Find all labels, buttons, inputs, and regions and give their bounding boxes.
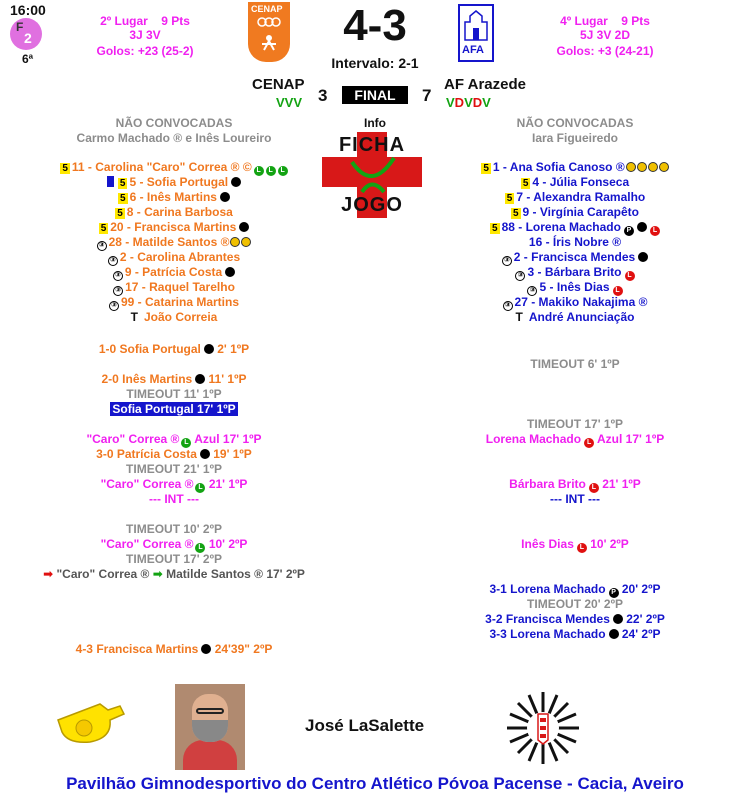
red-card-icon: L (650, 226, 660, 236)
green-card-icon: L (181, 438, 191, 448)
info-label[interactable]: Info (364, 116, 386, 130)
goal-ball-icon (609, 629, 619, 639)
referee-photo (175, 684, 245, 770)
home-event-goal: 2-0 Inês Martins 11' 1ºP (101, 372, 247, 386)
green-card-icon: L (278, 166, 288, 176)
away-event-card: Inês Dias L 10' 2ºP (521, 537, 629, 551)
away-event-timeout: TIMEOUT 6' 1ºP (530, 357, 620, 371)
home-event-timeout: TIMEOUT 11' 1ºP (126, 387, 222, 401)
home-event-card: "Caro" Correa ® L 10' 2ºP (100, 537, 248, 551)
yellow-card-icon (230, 237, 240, 247)
home-player[interactable]: ③ 28 - Matilde Santos ® (0, 235, 348, 251)
goal-ball-icon (239, 222, 249, 232)
red-card-icon: L (613, 286, 623, 296)
home-player[interactable]: 5 5 - Sofia Portugal (0, 175, 348, 190)
yellow-card-icon (659, 162, 669, 172)
round-badge (10, 18, 42, 50)
home-player[interactable]: ③ 17 - Raquel Tarelho (0, 280, 348, 296)
goal-ball-icon (225, 267, 235, 277)
green-card-icon: L (254, 166, 264, 176)
red-card-icon: L (584, 438, 594, 448)
home-event-card: "Caro" Correa ® L Azul 17' 1ºP (86, 432, 262, 446)
home-standing: 2º Lugar 9 Pts (100, 14, 190, 28)
home-score: 3 (318, 86, 328, 105)
home-player[interactable]: ③ 9 - Patrícia Costa (0, 265, 348, 281)
away-event-goal: 3-2 Francisca Mendes 22' 2ºP (485, 612, 665, 626)
penalty-icon: P (624, 226, 634, 236)
red-card-icon: L (577, 543, 587, 553)
goal-ball-icon (220, 192, 230, 202)
away-event-timeout: TIMEOUT 17' 1ºP (527, 417, 623, 431)
away-player[interactable]: ③ 3 - Bárbara Brito L (400, 265, 750, 281)
home-event-card: "Caro" Correa ® L 21' 1ºP (100, 477, 248, 491)
ficha-label: FICHA (338, 134, 406, 156)
home-record: 3J 3V (129, 28, 161, 42)
away-player[interactable]: ③ 5 - Inês Dias L (400, 280, 750, 296)
green-card-icon: L (195, 543, 205, 553)
round-number: 2 (24, 30, 32, 46)
away-event-goal: 3-1 Lorena Machado P 20' 2ºP (489, 582, 661, 596)
round-position: 6ª (22, 52, 34, 66)
home-player[interactable]: 5 8 - Carina Barbosa (117, 205, 233, 219)
red-card-icon: L (625, 271, 635, 281)
home-player[interactable]: 5 6 - Inês Martins (0, 190, 348, 205)
away-player[interactable]: 5 88 - Lorena Machado P L (400, 220, 750, 236)
away-absent-names: Iara Figueiredo (531, 131, 619, 145)
home-event-timeout: TIMEOUT 17' 2ºP (126, 552, 222, 566)
home-player[interactable]: ③ 2 - Carolina Abrantes (0, 250, 348, 266)
home-event-interval: --- INT --- (149, 492, 199, 506)
goal-ball-icon (638, 252, 648, 262)
away-player[interactable]: 5 7 - Alexandra Ramalho (506, 190, 646, 204)
whistle-icon (50, 698, 130, 748)
home-event-timeout: TIMEOUT 21' 1ºP (126, 462, 222, 476)
home-event-timeout: TIMEOUT 10' 2ºP (126, 522, 222, 536)
away-event-timeout: TIMEOUT 20' 2ºP (527, 597, 623, 611)
yellow-card-icon (241, 237, 251, 247)
goal-ball-icon (200, 449, 210, 459)
away-team-name[interactable]: AF Arazede (444, 76, 526, 93)
away-event-interval: --- INT --- (550, 492, 600, 506)
castle-icon (462, 8, 490, 42)
yellow-card-icon (648, 162, 658, 172)
home-player[interactable]: ③ 99 - Catarina Martins (0, 295, 348, 311)
match-status-badge: FINAL (342, 86, 408, 104)
olympic-rings-icon (254, 16, 284, 56)
goal-ball-icon (637, 222, 647, 232)
away-score: 7 (422, 86, 432, 105)
home-player[interactable]: 5 11 - Carolina "Caro" Correa ® © L L L (0, 160, 348, 176)
home-form: VVV (276, 95, 303, 110)
final-result: 4-3 (343, 1, 407, 50)
away-player[interactable]: 5 9 - Virgínia Carapêto (512, 205, 640, 219)
away-team-logo[interactable]: AFA (458, 4, 494, 62)
away-standing: 4º Lugar 9 Pts (560, 14, 650, 28)
match-time: 16:00 (10, 2, 46, 18)
away-player[interactable]: 5 1 - Ana Sofia Canoso ® (400, 160, 750, 175)
green-card-icon: L (195, 483, 205, 493)
home-team-logo[interactable]: CENAP (248, 2, 290, 62)
away-event-card: Lorena Machado L Azul 17' 1ºP (485, 432, 665, 446)
jogo-label: JOGO (341, 194, 403, 216)
away-coach[interactable]: T André Anunciação (515, 310, 635, 324)
away-record: 5J 3V 2D (579, 28, 631, 42)
away-goals: Golos: +3 (24-21) (556, 44, 654, 58)
away-player[interactable]: ③ 2 - Francisca Mendes (400, 250, 750, 266)
home-event-substitution: ➡ "Caro" Correa ® ➡ Matilde Santos ® 17' 2ºP (43, 567, 305, 581)
away-absent-title: NÃO CONVOCADAS (516, 116, 634, 130)
coach-icon: T (515, 310, 523, 324)
home-event-goal: 4-3 Francisca Martins 24'39" 2ºP (75, 642, 273, 656)
away-event-card: Bárbara Brito L 21' 1ºP (509, 477, 641, 491)
goal-ball-icon (204, 344, 214, 354)
sub-out-arrow-icon: ➡ (43, 567, 54, 581)
home-coach[interactable]: T João Correia (130, 310, 218, 324)
venue-name[interactable]: Pavilhão Gimnodesportivo do Centro Atlético Póvoa Pacense - Cacia, Aveiro (66, 774, 684, 793)
home-absent-names: Carmo Machado ® e Inês Loureiro (76, 131, 272, 145)
home-goals: Golos: +23 (25-2) (96, 44, 194, 58)
home-event-goal: 1-0 Sofia Portugal 2' 1ºP (98, 342, 250, 356)
green-card-icon: L (266, 166, 276, 176)
home-absent-title: NÃO CONVOCADAS (115, 116, 233, 130)
association-logo-icon[interactable] (505, 690, 581, 766)
referee-name[interactable]: José LaSalette (305, 716, 425, 735)
yellow-card-icon (626, 162, 636, 172)
goal-ball-icon (613, 614, 623, 624)
home-team-name[interactable]: CENAP (252, 76, 305, 93)
away-form: VDVDV (446, 95, 491, 110)
away-player[interactable]: 5 4 - Júlia Fonseca (522, 175, 630, 189)
away-player[interactable]: 16 - Íris Nobre ® (528, 235, 622, 249)
coach-icon: T (130, 310, 138, 324)
sub-in-arrow-icon: ➡ (152, 567, 163, 581)
home-player[interactable]: 5 20 - Francisca Martins (0, 220, 348, 235)
goal-ball-icon (231, 177, 241, 187)
selected-marker-icon (107, 176, 114, 187)
home-event-highlight: Sofia Portugal 17' 1ºP (112, 402, 236, 416)
goal-ball-icon (201, 644, 211, 654)
goal-ball-icon (195, 374, 205, 384)
away-event-goal: 3-3 Lorena Machado 24' 2ºP (489, 627, 661, 641)
penalty-icon: P (609, 588, 619, 598)
yellow-card-icon (637, 162, 647, 172)
home-event-goal: 3-0 Patrícia Costa 19' 1ºP (96, 447, 252, 461)
interval-score: Intervalo: 2-1 (331, 55, 419, 71)
away-player[interactable]: ③ 27 - Makiko Nakajima ® (400, 295, 750, 311)
round-letter: F (16, 20, 24, 34)
red-card-icon: L (589, 483, 599, 493)
